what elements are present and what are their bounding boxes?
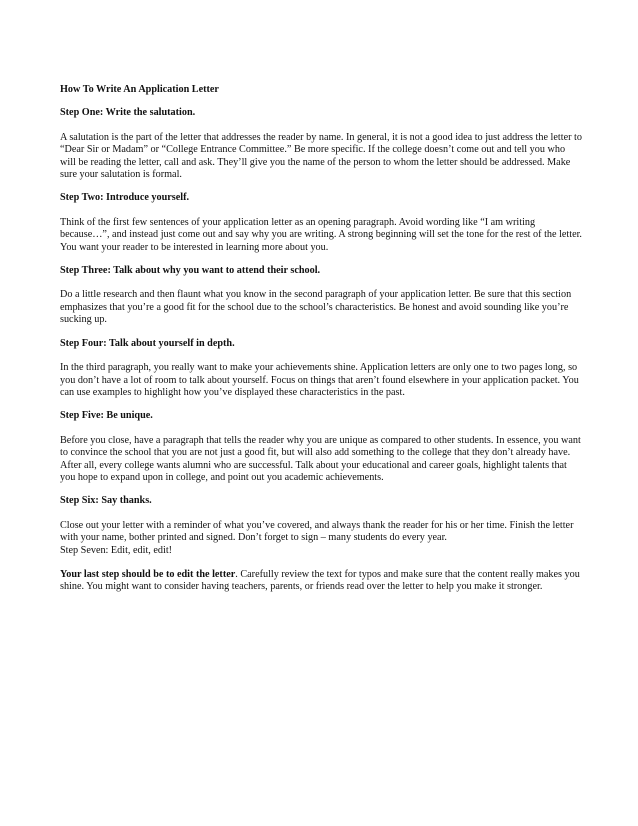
step-six-body: Close out your letter with a reminder of what you’ve covered, and always thank the reader for his or her time. Finish the letter with your name, bother printed and signed. Don’t forget to sign – many students do every year. [60,519,574,544]
document-title: How To Write An Application Letter [60,84,219,95]
step-five-section [60,410,582,484]
step-one-heading: Step One: Write the salutation. [60,107,196,119]
step-two-body: Think of the first few sentences of your application letter as an opening paragraph. Avoid wording like “I am writing because…”, and instead just come out and say why you are writing. A strong beginning will set the tone for the rest of the letter. You want your reader to be interested in learning more about you. [60,216,582,253]
step-one-section [60,107,582,181]
step-three-heading: Step Three: Talk about why you want to attend their school. [60,265,321,277]
step-one-body: A salutation is the part of the letter that addresses the reader by name. In general, it is not a good idea to just address the letter to “Dear Sir or Madam” or “College Entrance Committee.” Be more specific. If the college doesn’t come out and tell you who will be reading the letter, call and ask. They’ll give you the name of the person to whom the letter should be addressed. Make sure your salutation is formal. [60,131,582,181]
step-three-section [60,265,582,327]
step-four-body: In the third paragraph, you really want to make your achievements shine. Application letters are only one to two pages long, so you don’t have a lot of room to talk about yourself. Focus on things that aren’t found elsewhere in your application packet. You can use examples to highlight how you’ve displayed these characteristics in the past. [60,362,579,398]
step-four-heading: Step Four: Talk about yourself in depth. [60,337,235,349]
step-two-section [60,192,582,254]
document-page [60,84,582,594]
final-paragraph [60,569,582,594]
step-seven-line: Step Seven: Edit, edit, edit! [60,544,173,556]
step-five-heading: Step Five: Be unique. [60,410,153,422]
final-bold-lead: Your last step should be to edit the letter [60,568,236,580]
step-four-section [60,338,582,400]
step-two-heading: Step Two: Introduce yourself. [60,192,190,204]
step-three-body: Do a little research and then flaunt what you know in the second paragraph of your application letter. Be sure that this section emphasizes that you’re a good fit for the school due to the school’s characteristics. Be honest and avoid sounding like you’re sucking up. [60,289,572,326]
step-six-heading: Step Six: Say thanks. [60,495,152,507]
step-six-section [60,495,582,557]
final-rest: . Carefully review the text for typos and make sure that the content really makes you shine. You might want to consider having teachers, parents, or friends read over the letter to help you make it stronger. [60,568,580,593]
step-five-body: Before you close, have a paragraph that tells the reader why you are unique as compared to other students. In essence, you want to convince the school that you are not just a good fit, but will also add something to the college that they don’t already have. After all, every college wants alumni who are successful. Talk about your educational and career goals, highlight talents that you hope to expand upon in college, and point out you academic achievements. [60,434,581,483]
